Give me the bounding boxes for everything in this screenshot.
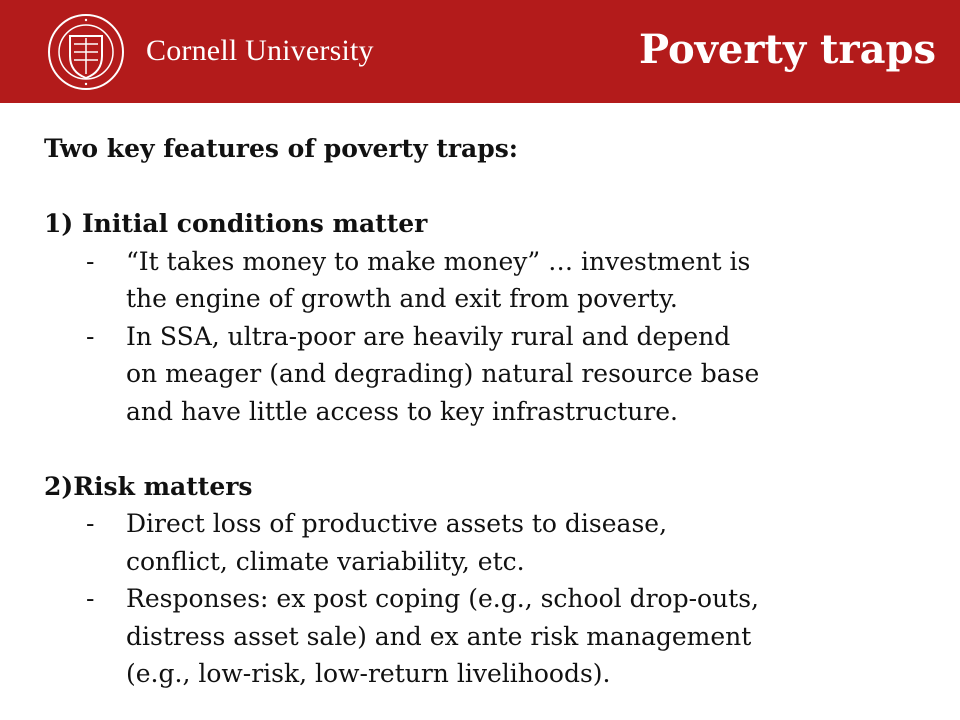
sub-item-text: “It takes money to make money” … investment is the engine of growth and exit from poverty. (126, 246, 751, 313)
list-item-1 (44, 205, 924, 243)
cornell-seal-logo (40, 12, 132, 92)
item-gap (73, 205, 82, 243)
sub-item-text: Responses: ex post coping (e.g., school drop-outs, distress asset sale) and ex ante risk management (e.g., low-risk, low-return livelihoods). (126, 584, 759, 688)
header-bar (0, 0, 960, 103)
item-label: Risk matters (73, 471, 253, 501)
dash-bullet: - (86, 321, 95, 351)
section-heading: Two key features of poverty traps: (44, 134, 519, 163)
slide-body (44, 130, 924, 693)
sub-item (44, 318, 924, 431)
item-label: Initial conditions matter (81, 209, 428, 238)
sub-item (44, 243, 924, 318)
sub-item (44, 505, 924, 580)
sub-item (44, 580, 924, 693)
dash-bullet: - (86, 246, 95, 276)
sub-item-text: Direct loss of productive assets to disease, conflict, climate variability, etc. (126, 509, 668, 576)
university-wordmark: Cornell University (146, 34, 374, 67)
item-number: 2) (44, 471, 74, 501)
spacer (44, 168, 924, 206)
dash-bullet: - (86, 509, 95, 538)
spacer (44, 430, 924, 468)
item-number: 1) (44, 209, 74, 238)
slide-title: Poverty traps (638, 26, 936, 73)
sub-item-text: In SSA, ultra-poor are heavily rural and depend on meager (and degrading) natural resource base and have little access to key infrastructure. (126, 321, 760, 426)
dash-bullet: - (86, 584, 95, 613)
list-item-2 (44, 468, 924, 506)
